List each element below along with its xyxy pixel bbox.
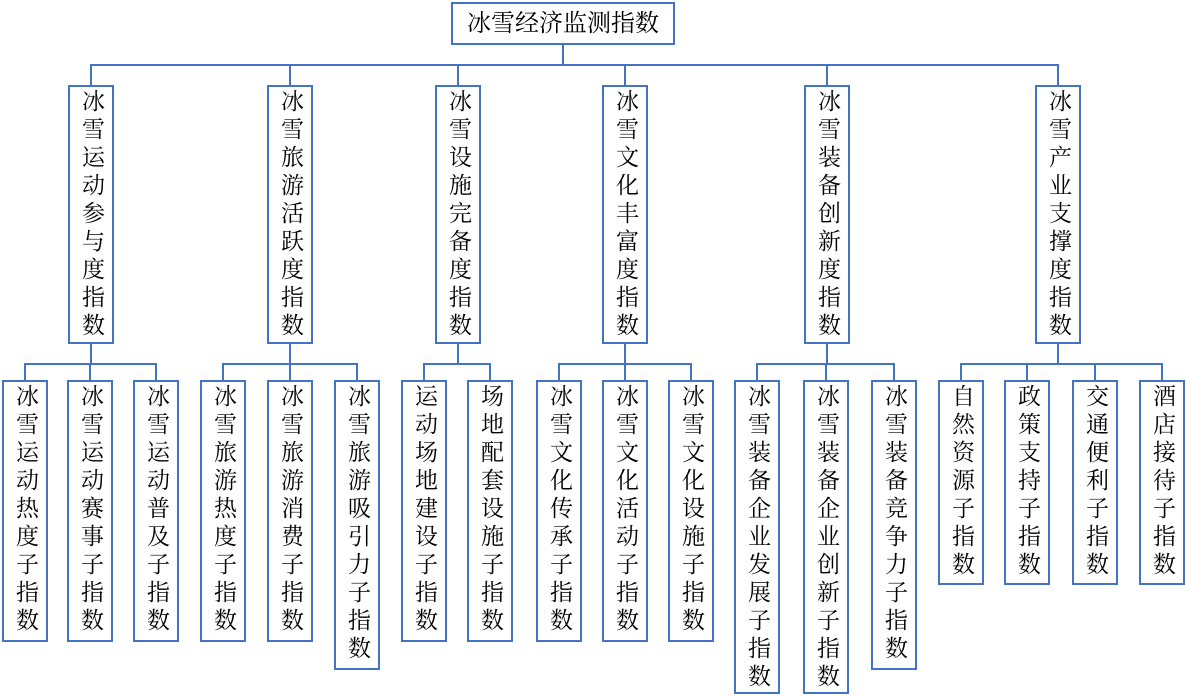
connector-drop [356,363,358,381]
connector-branch-stem [826,344,828,363]
node-branch-facility: 冰雪设施完备度指数 [435,85,481,344]
connector-drop [960,363,962,381]
connector-drop [1026,363,1028,381]
connector-drop [690,363,692,381]
connector-branch-stem [1057,344,1059,363]
node-root: 冰雪经济监测指数 [451,2,675,45]
connector-drop [825,363,827,381]
connector-drop [289,64,291,85]
node-leaf: 冰雪旅游热度子指数 [200,380,246,642]
node-leaf: 冰雪运动赛事子指数 [67,380,113,642]
node-leaf: 冰雪装备企业发展子指数 [734,380,780,694]
node-leaf: 冰雪文化传承子指数 [536,380,582,642]
connector-drop [222,363,224,381]
node-leaf: 冰雪运动普及子指数 [133,380,179,642]
node-branch-sports: 冰雪运动参与度指数 [68,85,114,344]
node-leaf: 政策支持子指数 [1004,380,1050,585]
connector-root-stem [562,45,564,64]
connector-drop [1094,363,1096,381]
node-leaf: 冰雪文化设施子指数 [668,380,714,642]
connector-branch-stem [289,344,291,363]
connector-drop [423,363,425,381]
node-leaf: 自然资源子指数 [938,380,984,585]
node-branch-industry: 冰雪产业支撑度指数 [1035,85,1081,344]
connector-branch-rail [423,363,491,365]
connector-drop [624,363,626,381]
connector-drop [1161,363,1163,381]
node-leaf: 冰雪旅游吸引力子指数 [334,380,380,670]
node-leaf: 冰雪装备企业创新子指数 [803,380,849,694]
node-leaf: 冰雪装备竞争力子指数 [871,380,917,670]
connector-drop [24,363,26,381]
connector-drop [89,363,91,381]
node-branch-culture: 冰雪文化丰富度指数 [602,85,648,344]
node-branch-tourism: 冰雪旅游活跃度指数 [267,85,313,344]
connector-branch-stem [457,344,459,363]
connector-drop [826,64,828,85]
node-leaf: 酒店接待子指数 [1139,380,1185,585]
node-leaf: 冰雪旅游消费子指数 [267,380,313,642]
connector-drop [1057,64,1059,85]
node-branch-equipment: 冰雪装备创新度指数 [804,85,850,344]
connector-drop [90,64,92,85]
connector-drop [489,363,491,381]
connector-drop [756,363,758,381]
connector-drop [624,64,626,85]
node-leaf: 场地配套设施子指数 [467,380,513,642]
node-leaf: 冰雪文化活动子指数 [602,380,648,642]
connector-drop [289,363,291,381]
connector-main-rail [90,64,1059,66]
connector-branch-rail [960,363,1163,365]
connector-drop [893,363,895,381]
connector-branch-stem [624,344,626,363]
connector-drop [155,363,157,381]
node-leaf: 交通便利子指数 [1072,380,1118,585]
connector-branch-stem [90,344,92,363]
connector-drop [457,64,459,85]
connector-drop [558,363,560,381]
node-leaf: 冰雪运动热度子指数 [2,380,48,642]
node-leaf: 运动场地建设子指数 [401,380,447,642]
